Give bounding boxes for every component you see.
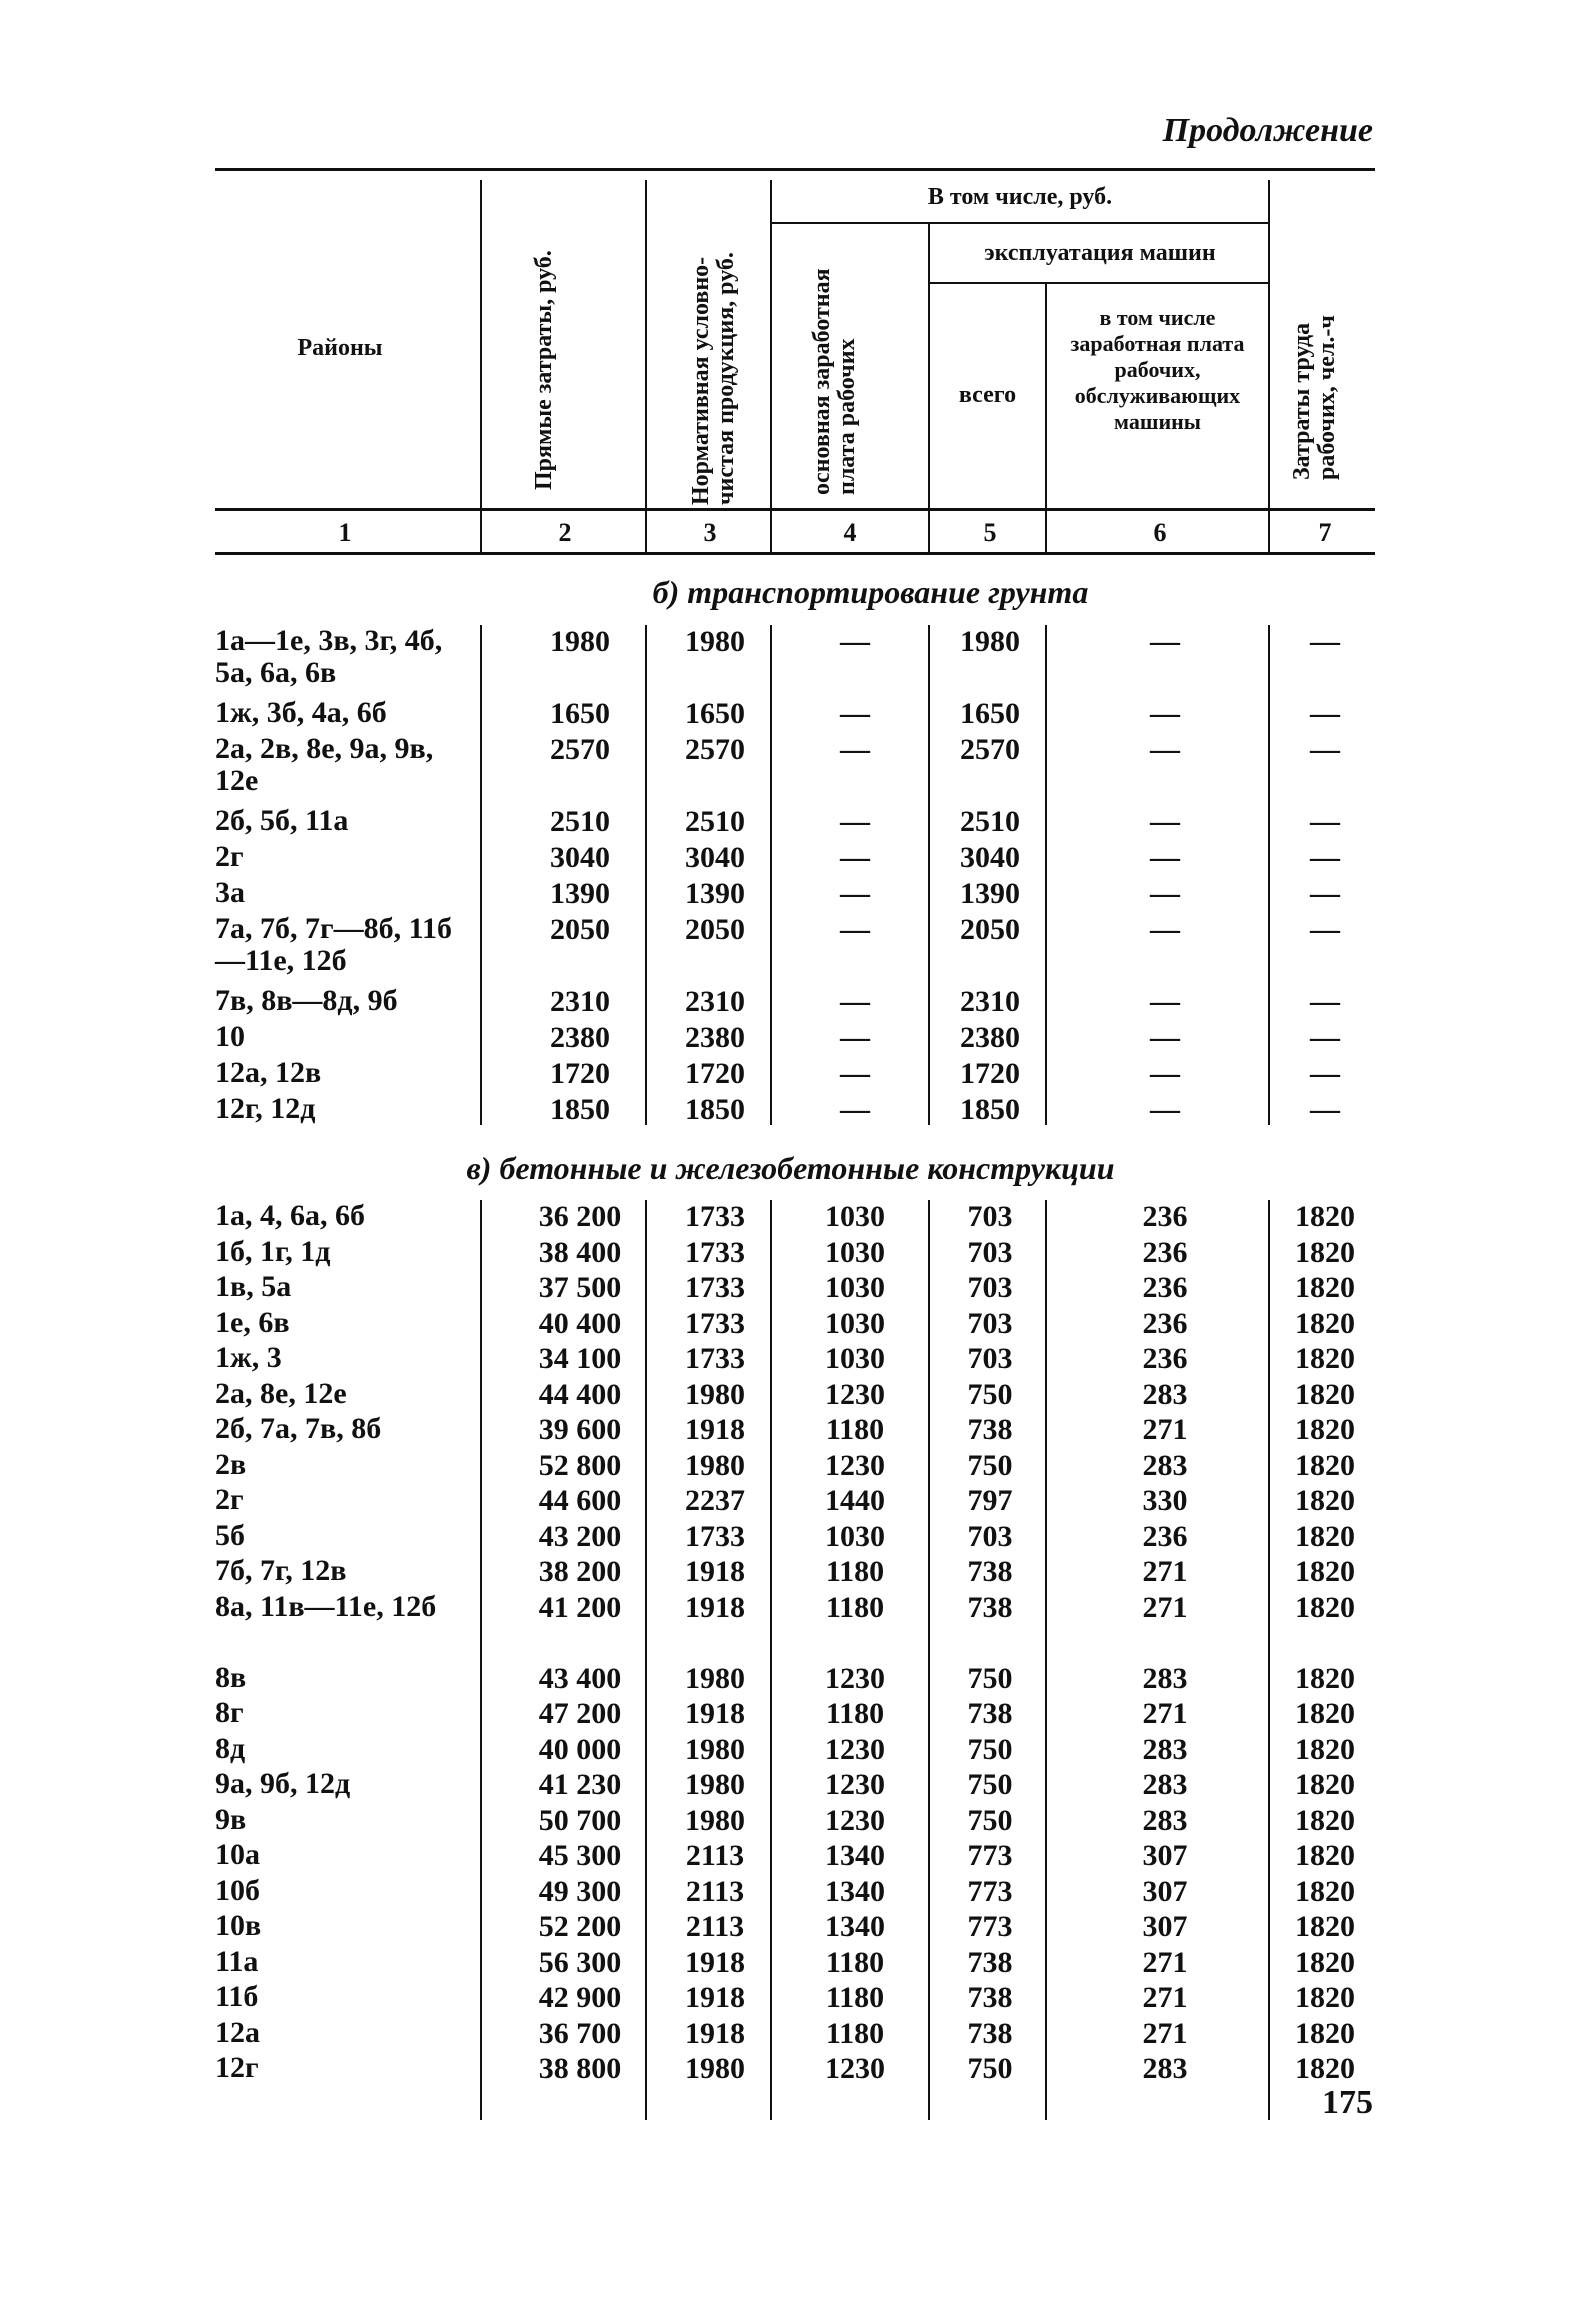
header-regions: Районы: [297, 335, 383, 361]
cell-value: —: [1150, 1093, 1180, 1126]
cell-value: 1180: [825, 1945, 885, 1979]
cell-value: 1230: [825, 1768, 885, 1801]
cell-value: —: [840, 985, 870, 1018]
cell-value: 1180: [825, 1413, 885, 1446]
body-v-vrule-3: [770, 1200, 772, 2120]
cell-value: 1820: [1295, 1200, 1355, 1233]
cell-value: 283: [1142, 1803, 1188, 1837]
body-v-vrule-4: [928, 1200, 930, 2120]
cell-value: 1230: [825, 1448, 885, 1482]
cell-value: 738: [967, 1945, 1013, 1979]
header-base-wage: основная заработная плата рабочих: [809, 268, 860, 495]
cell-value: 38 200: [538, 1555, 622, 1588]
cell-value: 1030: [825, 1342, 885, 1375]
cell-value: —: [1150, 877, 1180, 910]
cell-value: 283: [1142, 2052, 1188, 2085]
colnum-vrule-1: [480, 510, 482, 554]
cell-value: 283: [1142, 1377, 1188, 1411]
cell-value: —: [1150, 733, 1180, 766]
cell-value: 52 200: [538, 1910, 622, 1943]
cell-value: 2310: [960, 985, 1020, 1018]
cell-value: 773: [967, 1910, 1013, 1943]
cell-region: 2г: [215, 840, 244, 873]
cell-value: —: [1310, 877, 1340, 910]
cell-value: 703: [967, 1306, 1013, 1340]
cell-value: 271: [1142, 1555, 1188, 1588]
header-vrule-1: [480, 180, 482, 508]
cell-region: 10в: [215, 1909, 262, 1942]
cell-value: 1820: [1295, 1732, 1355, 1766]
cell-value: 236: [1142, 1306, 1188, 1340]
cell-value: 1820: [1295, 1377, 1355, 1411]
cell-value: —: [840, 1093, 870, 1126]
cell-value: 703: [967, 1342, 1013, 1375]
cell-value: 750: [967, 1661, 1013, 1695]
cell-value: —: [1310, 625, 1340, 658]
cell-value: 43 200: [538, 1519, 622, 1553]
cell-region: 10: [215, 1020, 245, 1053]
header-machine-operation: эксплуатация машин: [984, 240, 1216, 266]
cell-value: 738: [967, 1413, 1013, 1446]
cell-region: 7в, 8в—8д, 9б: [215, 984, 398, 1017]
colnum-7: 7: [1318, 518, 1332, 547]
cell-value: 236: [1142, 1200, 1188, 1233]
cell-value: 56 300: [538, 1945, 622, 1979]
cell-value: 1720: [960, 1057, 1020, 1090]
cell-value: 1820: [1295, 1519, 1355, 1553]
cell-value: 797: [967, 1484, 1013, 1517]
cell-region: 10б: [215, 1873, 260, 1907]
cell-value: 2237: [685, 1484, 745, 1517]
cell-region: 12а: [215, 2015, 260, 2049]
cell-value: 283: [1142, 1732, 1188, 1766]
cell-value: 1918: [685, 1697, 745, 1730]
cell-value: —: [1150, 697, 1180, 730]
cell-value: —: [1150, 1057, 1180, 1090]
cell-value: 773: [967, 1839, 1013, 1872]
cell-value: 1030: [825, 1235, 885, 1269]
colnum-vrule-2: [645, 510, 647, 554]
cell-value: 2380: [685, 1021, 745, 1054]
cell-value: 1030: [825, 1306, 885, 1340]
cell-region: 8д: [215, 1731, 246, 1765]
cell-value: 2113: [685, 1839, 745, 1872]
cell-region: 3а: [215, 876, 245, 909]
cell-value: —: [1150, 985, 1180, 1018]
cell-value: 703: [967, 1200, 1013, 1233]
cell-value: 1820: [1295, 1448, 1355, 1482]
cell-value: 1180: [825, 1555, 885, 1588]
colnum-vrule-4: [928, 510, 930, 554]
header-vrule-2: [645, 180, 647, 508]
cell-value: —: [840, 1021, 870, 1054]
cell-value: 3040: [960, 841, 1020, 874]
cell-region: 7б, 7г, 12в: [215, 1554, 347, 1587]
cell-value: 1733: [685, 1306, 745, 1340]
cell-value: 283: [1142, 1661, 1188, 1695]
cell-value: 1340: [825, 1910, 885, 1943]
cell-value: —: [1310, 985, 1340, 1018]
cell-region: 12г: [215, 2051, 259, 2084]
cell-value: 307: [1142, 1874, 1188, 1908]
cell-value: 41 230: [538, 1768, 622, 1801]
cell-value: 236: [1142, 1271, 1188, 1304]
colnum-3: 3: [703, 518, 717, 547]
cell-value: 44 400: [538, 1377, 622, 1411]
cell-value: 1733: [685, 1519, 745, 1553]
cell-value: 1030: [825, 1271, 885, 1304]
cell-value: 307: [1142, 1910, 1188, 1943]
body-v-vrule-5: [1045, 1200, 1047, 2120]
cell-region: 9а, 9б, 12д: [215, 1767, 351, 1800]
cell-value: 1820: [1295, 1839, 1355, 1872]
cell-value: 703: [967, 1519, 1013, 1553]
cell-value: —: [1310, 841, 1340, 874]
cell-value: 2050: [960, 913, 1020, 946]
cell-value: —: [840, 913, 870, 946]
cell-value: 42 900: [538, 1981, 622, 2014]
cell-value: 1820: [1295, 1342, 1355, 1375]
cell-value: 1230: [825, 1732, 885, 1766]
cell-value: —: [840, 805, 870, 838]
cell-value: 1733: [685, 1200, 745, 1233]
cell-value: 2050: [685, 913, 745, 946]
cell-value: 38 800: [538, 2052, 622, 2085]
cell-value: 750: [967, 1803, 1013, 1837]
cell-value: 41 200: [538, 1590, 622, 1624]
body-b-vrule-4: [928, 625, 930, 1125]
cell-region: 9в: [215, 1802, 247, 1836]
cell-value: 1180: [825, 1981, 885, 2014]
colnum-4: 4: [843, 518, 857, 547]
cell-value: 738: [967, 1981, 1013, 2014]
cell-value: 1820: [1295, 2016, 1355, 2050]
colnum-bottom-rule: [215, 552, 1375, 555]
cell-value: 750: [967, 1377, 1013, 1411]
header-total: всего: [958, 382, 1017, 408]
cell-value: 2570: [550, 733, 610, 766]
cell-value: 1820: [1295, 1697, 1355, 1730]
cell-region: 1е, 6в: [215, 1305, 290, 1339]
colnum-vrule-3: [770, 510, 772, 554]
cell-value: 1733: [685, 1235, 745, 1269]
cell-region: 10а: [215, 1838, 260, 1871]
cell-value: 236: [1142, 1235, 1188, 1269]
cell-value: 1980: [685, 1448, 745, 1482]
cell-value: 1980: [685, 1661, 745, 1695]
cell-value: 1650: [960, 697, 1020, 730]
cell-value: 236: [1142, 1342, 1188, 1375]
cell-value: 1980: [685, 625, 745, 658]
cell-value: 1340: [825, 1839, 885, 1872]
cell-value: 50 700: [538, 1803, 622, 1837]
cell-value: 1850: [685, 1093, 745, 1126]
cell-value: 37 500: [538, 1271, 622, 1304]
cell-value: 36 200: [538, 1200, 622, 1233]
cell-value: 2380: [960, 1021, 1020, 1054]
cell-value: 1180: [825, 1590, 885, 1624]
section-b-title: б) транспортирование грунта: [652, 574, 1089, 610]
cell-region: 7а, 7б, 7г—8б, 11б—11е, 12б: [215, 912, 452, 977]
cell-value: 1390: [550, 877, 610, 910]
cell-value: 2113: [685, 1910, 745, 1943]
body-b-vrule-3: [770, 625, 772, 1125]
cell-value: 1030: [825, 1519, 885, 1553]
cell-value: 738: [967, 1555, 1013, 1588]
cell-value: 40 400: [538, 1306, 622, 1340]
cell-value: 271: [1142, 1697, 1188, 1730]
cell-value: 1918: [685, 1945, 745, 1979]
cell-value: 283: [1142, 1448, 1188, 1482]
cell-value: 1820: [1295, 2052, 1355, 2085]
cell-value: 1850: [960, 1093, 1020, 1126]
header-bottom-rule: [215, 508, 1375, 511]
cell-value: —: [1310, 805, 1340, 838]
cell-value: 36 700: [538, 2016, 622, 2050]
cell-region: 12а, 12в: [215, 1056, 322, 1089]
cell-region: 5б: [215, 1518, 245, 1552]
cell-region: 1ж, 3: [215, 1341, 282, 1374]
cell-value: 1820: [1295, 1874, 1355, 1908]
cell-value: 2113: [685, 1874, 745, 1908]
header-top-rule: [215, 168, 1375, 171]
cell-value: 2570: [685, 733, 745, 766]
cell-value: 1390: [960, 877, 1020, 910]
cell-value: 1820: [1295, 1484, 1355, 1517]
cell-region: 2в: [215, 1447, 247, 1481]
cell-value: 307: [1142, 1839, 1188, 1872]
cell-value: 1650: [550, 697, 610, 730]
cell-value: 738: [967, 1590, 1013, 1624]
cell-region: 1б, 1г, 1д: [215, 1234, 331, 1268]
cell-value: 1650: [685, 697, 745, 730]
cell-value: 1030: [825, 1200, 885, 1233]
cell-value: 38 400: [538, 1235, 622, 1269]
cell-value: 1980: [960, 625, 1020, 658]
cell-value: 1980: [685, 1768, 745, 1801]
cell-value: —: [1310, 733, 1340, 766]
cell-value: 1390: [685, 877, 745, 910]
cell-value: 1720: [685, 1057, 745, 1090]
colnum-1: 1: [338, 518, 352, 547]
cell-value: 1980: [550, 625, 610, 658]
body-v-vrule-1: [480, 1200, 482, 2120]
cell-value: 34 100: [538, 1342, 622, 1375]
machine-op-rule: [928, 282, 1270, 284]
cell-region: 2б, 7а, 7в, 8б: [215, 1412, 382, 1445]
colnum-vrule-6: [1268, 510, 1270, 554]
cell-value: —: [840, 1057, 870, 1090]
cell-region: 2а, 8е, 12е: [215, 1376, 347, 1410]
cell-value: 2510: [550, 805, 610, 838]
cell-value: 3040: [550, 841, 610, 874]
cell-value: 40 000: [538, 1732, 622, 1766]
cell-region: 12г, 12д: [215, 1092, 316, 1125]
cell-value: 45 300: [538, 1839, 622, 1872]
cell-value: 1230: [825, 1661, 885, 1695]
colnum-vrule-5: [1045, 510, 1047, 554]
cell-region: 2а, 2в, 8е, 9а, 9в, 12е: [215, 732, 434, 797]
incl-rub-rule: [770, 222, 1270, 224]
cell-value: —: [1310, 1021, 1340, 1054]
cell-value: 1980: [685, 1377, 745, 1411]
cell-value: —: [1150, 805, 1180, 838]
cell-region: 8а, 11в—11е, 12б: [215, 1589, 437, 1623]
cell-value: —: [1150, 841, 1180, 874]
cell-value: 2050: [550, 913, 610, 946]
cell-value: 52 800: [538, 1448, 622, 1482]
header-direct-costs: Прямые затраты, руб.: [531, 250, 557, 490]
header-vrule-5: [1045, 282, 1047, 508]
page-number: 175: [1322, 2084, 1373, 2121]
cell-value: —: [1310, 697, 1340, 730]
cell-value: —: [1310, 1093, 1340, 1126]
cell-value: —: [1150, 1021, 1180, 1054]
cell-value: 2310: [685, 985, 745, 1018]
cell-value: —: [1310, 1057, 1340, 1090]
cell-value: 1820: [1295, 1768, 1355, 1801]
cell-value: 1820: [1295, 1413, 1355, 1446]
header-incl-rub: В том числе, руб.: [927, 184, 1113, 210]
cell-value: 1230: [825, 2052, 885, 2085]
cell-value: 330: [1142, 1484, 1188, 1517]
cell-region: 11а: [215, 1944, 259, 1978]
cell-value: 1820: [1295, 1981, 1355, 2014]
cell-value: 2310: [550, 985, 610, 1018]
cell-value: 738: [967, 1697, 1013, 1730]
cell-value: —: [1310, 913, 1340, 946]
cell-value: 39 600: [538, 1413, 622, 1446]
colnum-5: 5: [983, 518, 997, 547]
cell-value: 1820: [1295, 1555, 1355, 1588]
cell-value: 2510: [685, 805, 745, 838]
cell-value: 1850: [550, 1093, 610, 1126]
cell-value: —: [840, 877, 870, 910]
colnum-6: 6: [1153, 518, 1167, 547]
cell-value: 1733: [685, 1271, 745, 1304]
cell-value: 1820: [1295, 1945, 1355, 1979]
cell-value: 703: [967, 1235, 1013, 1269]
cell-value: 1980: [685, 1803, 745, 1837]
cell-value: 283: [1142, 1768, 1188, 1801]
cell-value: 1918: [685, 2016, 745, 2050]
cell-value: 271: [1142, 1413, 1188, 1446]
body-v-vrule-2: [645, 1200, 647, 2120]
header-net-output: Нормативная условно-чистая продукция, руб.: [688, 252, 739, 505]
cell-region: 8г: [215, 1696, 244, 1729]
cell-region: 8в: [215, 1660, 247, 1694]
cell-value: 1820: [1295, 1661, 1355, 1695]
cell-value: 1980: [685, 2052, 745, 2085]
cell-value: 271: [1142, 2016, 1188, 2050]
cell-value: 1980: [685, 1732, 745, 1766]
cell-value: 750: [967, 1448, 1013, 1482]
cell-value: 44 600: [538, 1484, 622, 1517]
cell-value: 271: [1142, 1945, 1188, 1979]
cell-region: 1в, 5а: [215, 1270, 292, 1303]
cell-value: 703: [967, 1271, 1013, 1304]
cell-value: 1180: [825, 2016, 885, 2050]
cell-region: 2б, 5б, 11а: [215, 804, 349, 837]
cell-value: —: [840, 625, 870, 658]
cell-value: 2380: [550, 1021, 610, 1054]
cell-value: 1180: [825, 1697, 885, 1730]
section-v-title: в) бетонные и железобетонные конструкции: [466, 1150, 1115, 1186]
cell-region: 1а, 4, 6а, 6б: [215, 1199, 365, 1232]
cell-value: —: [1150, 913, 1180, 946]
cell-value: 1820: [1295, 1590, 1355, 1624]
cell-value: 750: [967, 1732, 1013, 1766]
cell-value: 1918: [685, 1590, 745, 1624]
body-b-vrule-1: [480, 625, 482, 1125]
cell-value: 1820: [1295, 1235, 1355, 1269]
cell-value: 271: [1142, 1590, 1188, 1624]
header-labor-costs: Затраты труда рабочих, чел.-ч: [1289, 315, 1340, 480]
cell-region: 11б: [215, 1980, 259, 2013]
cell-value: 1820: [1295, 1910, 1355, 1943]
cell-value: 271: [1142, 1981, 1188, 2014]
cell-value: 1440: [825, 1484, 885, 1517]
cell-value: 2570: [960, 733, 1020, 766]
cell-value: 236: [1142, 1519, 1188, 1553]
cell-value: 2510: [960, 805, 1020, 838]
cell-value: 1720: [550, 1057, 610, 1090]
cell-region: 2г: [215, 1483, 244, 1516]
cell-value: 3040: [685, 841, 745, 874]
cell-value: 1820: [1295, 1306, 1355, 1340]
cell-value: 1230: [825, 1377, 885, 1411]
cell-value: 1918: [685, 1981, 745, 2014]
cell-value: 1340: [825, 1874, 885, 1908]
cell-value: 49 300: [538, 1874, 622, 1908]
cell-value: 43 400: [538, 1661, 622, 1695]
body-b-vrule-2: [645, 625, 647, 1125]
cell-value: 1820: [1295, 1803, 1355, 1837]
cell-value: —: [840, 733, 870, 766]
colnum-2: 2: [558, 518, 572, 547]
cell-value: —: [840, 841, 870, 874]
cell-value: 1820: [1295, 1271, 1355, 1304]
cell-value: 750: [967, 2052, 1013, 2085]
cell-region: 1ж, 3б, 4а, 6б: [215, 696, 387, 729]
cell-value: 750: [967, 1768, 1013, 1801]
cell-value: —: [1150, 625, 1180, 658]
body-b-vrule-5: [1045, 625, 1047, 1125]
cell-value: 1230: [825, 1803, 885, 1837]
cell-value: 738: [967, 2016, 1013, 2050]
continuation-label: Продолжение: [1162, 112, 1373, 149]
cell-value: 773: [967, 1874, 1013, 1908]
header-incl-wage-machines: в том числе заработная плата рабочих, обслуживающих машины: [1070, 305, 1245, 434]
cell-value: —: [840, 697, 870, 730]
cell-value: 1918: [685, 1555, 745, 1588]
cell-value: 47 200: [538, 1697, 622, 1730]
header-vrule-6: [1268, 180, 1270, 508]
cell-value: 1918: [685, 1413, 745, 1446]
cell-region: 1а—1е, 3в, 3г, 4б, 5а, 6а, 6в: [215, 624, 443, 689]
cell-value: 1733: [685, 1342, 745, 1375]
